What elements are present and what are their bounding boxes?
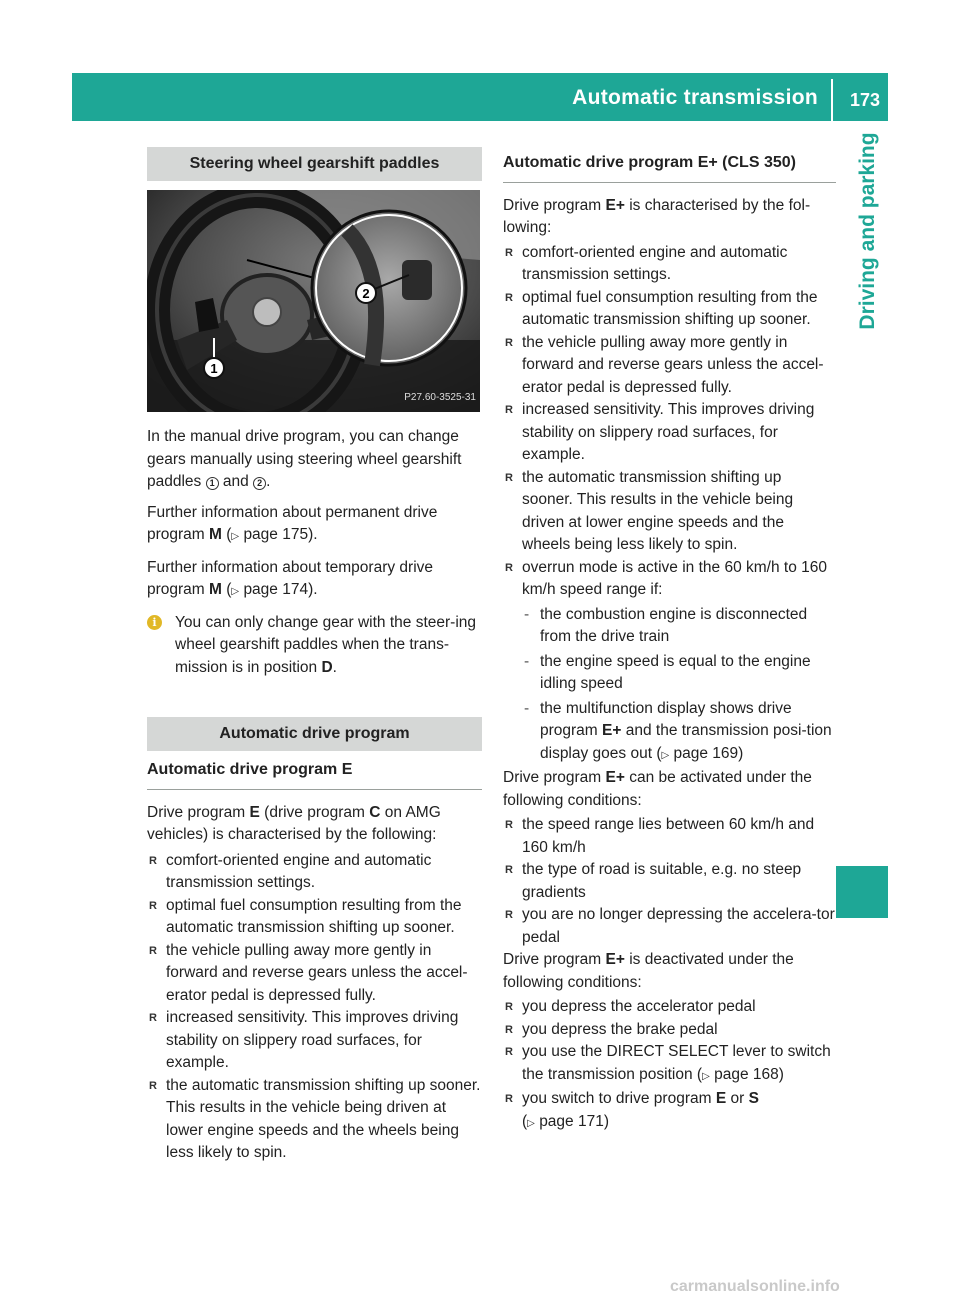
e-intro-text-b: (drive program	[264, 803, 365, 821]
list-item: R the speed range lies between 60 km/h and 160 km/h	[503, 814, 836, 859]
list-item: R increased sensitivity. This improves driving stability on slippery road surfaces, for example.	[147, 1007, 482, 1075]
deactivation-text-a: Drive program	[503, 951, 602, 968]
activation-list	[503, 814, 836, 949]
program-e-label: E	[715, 1090, 727, 1107]
page-ref-arrow-icon: ▷	[702, 1070, 710, 1082]
list-item: R comfort-oriented engine and automatic transmission settings.	[147, 850, 482, 895]
program-m-label: M	[209, 581, 222, 598]
paddles-text-b: and	[222, 473, 249, 490]
eplus-heading: Automatic drive program E+ (CLS 350)	[503, 152, 836, 183]
temporary-drive-paragraph: Further information about temporary drive program M (▷ page 174).	[147, 558, 434, 598]
page-ref-arrow-icon: ▷	[527, 1117, 535, 1129]
footer-watermark: carmanualsonline.info	[670, 1278, 840, 1295]
list-item: - the multifunction display shows drive program E+ and the transmission posi-tion display goes out (▷ page 169)	[522, 698, 836, 768]
callout-1-icon: 1	[206, 477, 219, 490]
list-item: R comfort-oriented engine and automatic transmission settings.	[503, 242, 836, 287]
note-text: You can only change gear with the steer-ing wheel gearshift paddles when the trans-mission is in position	[175, 613, 477, 676]
list-item: R increased sensitivity. This improves driving stability on slippery road surfaces, for example.	[503, 399, 836, 467]
left-column	[147, 147, 482, 1165]
direct-select-text: you use the DIRECT SELECT lever to switch the transmission position (	[522, 1043, 831, 1083]
list-item: R the automatic transmission shifting up sooner. This results in the vehicle being driven at lower engine speeds and the wheels being less likely to spin.	[147, 1075, 482, 1165]
program-m-label: M	[209, 526, 222, 543]
side-tab-label: Driving and parking	[856, 132, 879, 330]
e-intro-text-c: on AMG vehicles) is characterised by the following:	[147, 803, 441, 843]
page-number: 173	[849, 90, 880, 110]
paddles-text-c: .	[266, 473, 271, 490]
header-bar	[72, 73, 888, 121]
program-eplus-label: E+	[605, 196, 625, 214]
program-heading: Automatic drive program	[147, 717, 482, 751]
page-ref-link[interactable]: page 169	[673, 744, 739, 762]
program-s-label: S	[748, 1090, 759, 1107]
activation-text-b: can be activated under the following conditions:	[503, 769, 812, 809]
program-c-label: C	[369, 803, 381, 821]
program-e-list	[147, 850, 482, 1165]
dash3-text-a: the multifunction display shows drive program	[540, 699, 792, 739]
list-item: R you are no longer depressing the accelera-tor pedal	[503, 904, 836, 949]
list-item: R you depress the brake pedal	[503, 1019, 836, 1042]
list-item: R the vehicle pulling away more gently in forward and reverse gears unless the accel-erator pedal is depressed fully.	[147, 940, 482, 1008]
list-item: R optimal fuel consumption resulting from the automatic transmission shifting up sooner.	[147, 895, 482, 940]
permanent-drive-paragraph: Further information about permanent drive program M (▷ page 175).	[147, 503, 438, 543]
paddles-heading: Steering wheel gearshift paddles	[147, 147, 482, 181]
photo-callout-1: 1	[210, 361, 218, 376]
activation-text-a: Drive program	[503, 769, 602, 786]
side-tab	[836, 121, 888, 341]
program-eplus-label: E+	[602, 722, 622, 739]
list-item: - the combustion engine is disconnected from the drive train	[522, 604, 836, 649]
list-item-overrun	[503, 557, 836, 768]
overrun-text: overrun mode is active in the 60 km/h to 160 km/h speed range if:	[522, 558, 827, 598]
header-divider	[831, 79, 833, 121]
list-item: R the vehicle pulling away more gently in forward and reverse gears unless the accel-erator pedal is depressed fully.	[503, 332, 836, 400]
list-item: R optimal fuel consumption resulting from the automatic transmission shifting up sooner.	[503, 287, 836, 332]
permanent-text: Further information about permanent drive program	[147, 503, 438, 543]
deactivation-text-b: is deactivated under the following conditions:	[503, 951, 794, 991]
e-intro-text-a: Drive program	[147, 803, 246, 821]
page-ref-link[interactable]: page 168	[714, 1065, 779, 1083]
right-column	[503, 152, 836, 1135]
photo-watermark: P27.60-3525-31	[404, 391, 476, 403]
steering-wheel-illustration	[147, 190, 480, 412]
deactivation-list	[503, 996, 836, 1135]
temporary-text: Further information about temporary drive program	[147, 558, 434, 598]
photo-callout-2: 2	[362, 286, 370, 301]
list-item: R the type of road is suitable, e.g. no steep gradients	[503, 859, 836, 904]
switch-program-text: you switch to drive program	[522, 1090, 712, 1107]
steering-wheel-photo	[147, 190, 480, 412]
program-e-label: E	[249, 803, 260, 821]
dash3-text-b: and the transmission posi-tion display goes out (	[540, 722, 832, 762]
list-item: R you use the DIRECT SELECT lever to switch the transmission position (▷ page 168)	[503, 1041, 836, 1088]
info-icon: i	[147, 615, 162, 630]
position-d-label: D	[321, 658, 333, 676]
list-item: R you switch to drive program E or S (▷ page 171)	[503, 1088, 836, 1135]
program-eplus-label: E+	[605, 769, 625, 786]
program-e-intro	[147, 802, 482, 847]
section-title: Automatic transmission	[572, 86, 818, 109]
program-e-heading: Automatic drive program E	[147, 759, 482, 790]
side-marker	[836, 866, 888, 918]
or-text: or	[730, 1090, 745, 1107]
eplus-intro	[503, 195, 836, 240]
page-ref-arrow-icon: ▷	[231, 531, 240, 542]
callout-2-icon: 2	[253, 477, 266, 490]
list-item: - the engine speed is equal to the engine idling speed	[522, 651, 836, 696]
program-eplus-label: E+	[605, 951, 625, 968]
activation-paragraph	[503, 767, 836, 812]
page-ref-link[interactable]: page 174	[243, 581, 309, 598]
overrun-conditions	[522, 604, 836, 768]
page-ref-link[interactable]: page 171	[539, 1112, 604, 1130]
eplus-intro-text-a: Drive program	[503, 196, 602, 214]
paddles-paragraph	[147, 426, 482, 494]
page-ref-arrow-icon: ▷	[231, 586, 240, 597]
eplus-intro-text-b: is characterised by the fol-lowing:	[503, 196, 811, 236]
deactivation-paragraph	[503, 949, 836, 994]
paddles-text-a: In the manual drive program, you can change gears manually using steering wheel gearshift paddles	[147, 428, 462, 490]
page-ref-arrow-icon: ▷	[661, 749, 670, 761]
info-note: i You can only change gear with the steer-ing wheel gearshift paddles when the trans-mission is in position D.	[147, 612, 482, 680]
eplus-list	[503, 242, 836, 768]
list-item: R you depress the accelerator pedal	[503, 996, 836, 1019]
page-ref-link[interactable]: page 175	[243, 526, 309, 543]
list-item: R the automatic transmission shifting up sooner. This results in the vehicle being driven at lower engine speeds and the wheels being less likely to spin.	[503, 467, 836, 557]
